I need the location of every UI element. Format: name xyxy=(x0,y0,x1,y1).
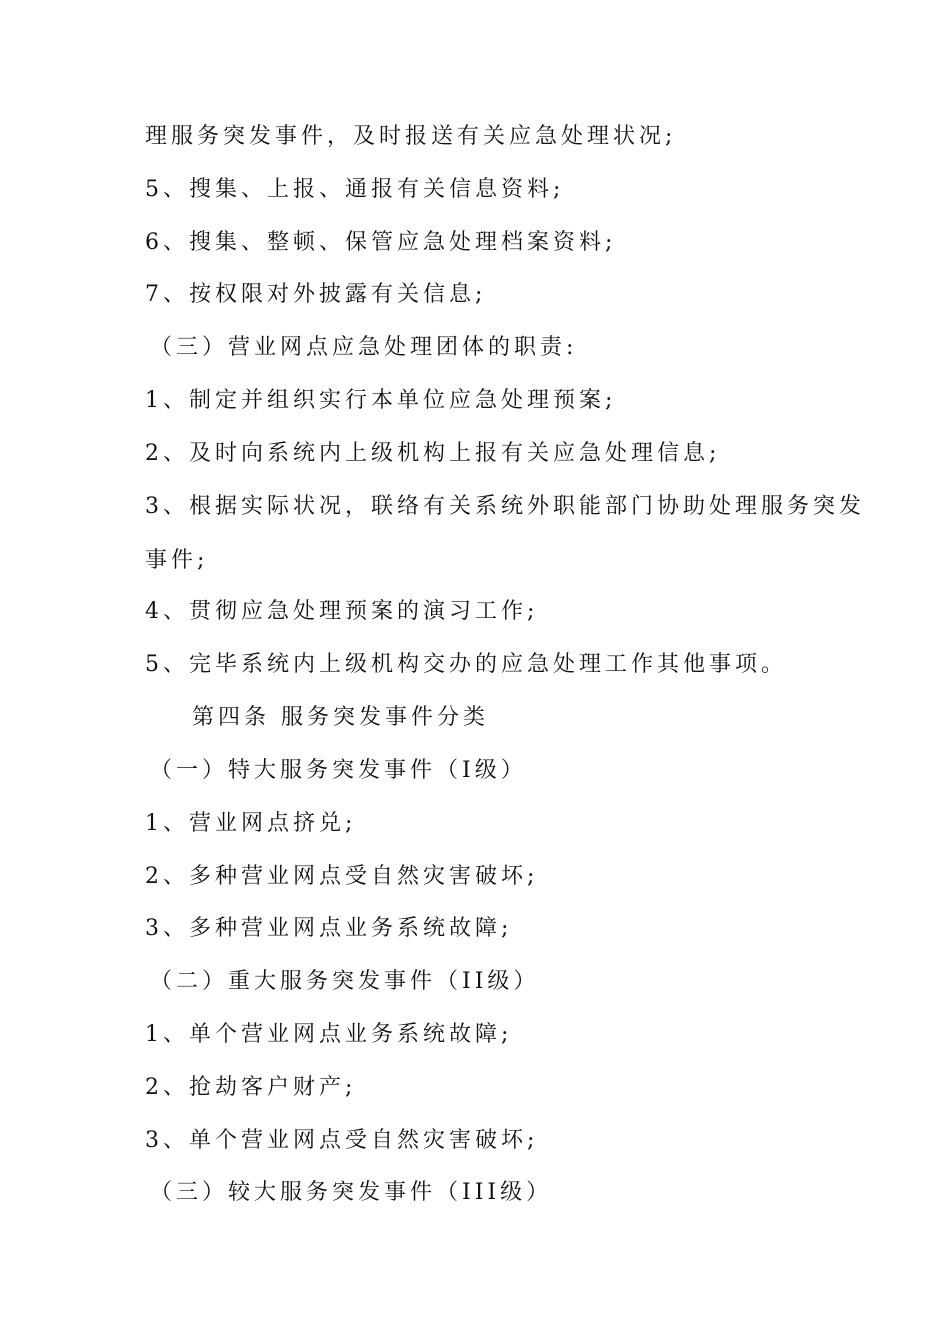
section-heading: （三）较大服务突发事件（III级） xyxy=(150,1180,553,1205)
text-line: 2、多种营业网点受自然灾害破坏; xyxy=(145,864,539,889)
text-line: 1、营业网点挤兑; xyxy=(145,811,357,836)
text-line: 5、完毕系统内上级机构交办的应急处理工作其他事项。 xyxy=(145,652,787,677)
text-line: 6、搜集、整顿、保管应急处理档案资料; xyxy=(145,230,617,255)
text-line: 事件; xyxy=(145,548,209,573)
text-line: 2、及时向系统内上级机构上报有关应急处理信息; xyxy=(145,441,721,466)
section-heading: （二）重大服务突发事件（II级） xyxy=(150,969,540,994)
text-line: 5、搜集、上报、通报有关信息资料; xyxy=(145,177,565,202)
article-heading: 第四条 服务突发事件分类 xyxy=(192,705,489,730)
text-line: 1、制定并组织实行本单位应急处理预案; xyxy=(145,388,617,413)
text-line: 3、单个营业网点受自然灾害破坏; xyxy=(145,1128,539,1153)
text-line: 1、单个营业网点业务系统故障; xyxy=(145,1022,513,1047)
text-line: 2、抢劫客户财产; xyxy=(145,1075,357,1100)
text-line: 3、多种营业网点业务系统故障; xyxy=(145,916,513,941)
section-heading: （一）特大服务突发事件（I级） xyxy=(150,758,527,783)
text-line: 3、根据实际状况，联络有关系统外职能部门协助处理服务突发 xyxy=(145,494,865,519)
text-line: 7、按权限对外披露有关信息; xyxy=(145,282,487,307)
text-line: 4、贯彻应急处理预案的演习工作; xyxy=(145,599,539,624)
section-heading: （三）营业网点应急处理团体的职责: xyxy=(150,335,578,360)
text-line: 理服务突发事件，及时报送有关应急处理状况; xyxy=(145,124,677,149)
